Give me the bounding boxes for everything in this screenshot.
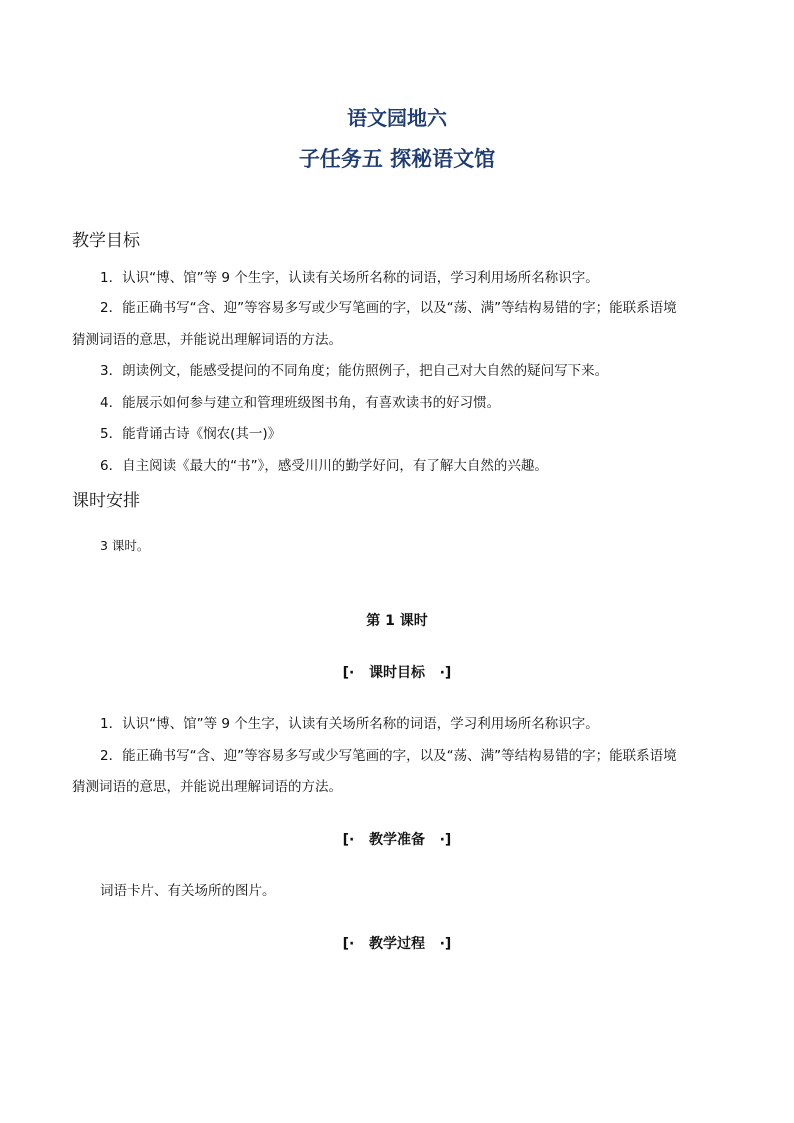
prep-heading: [· 教学准备 ·] xyxy=(342,832,452,848)
lesson-title: 第 1 课时 xyxy=(366,613,428,629)
lesson-goal-item-2-continued: 猜测词语的意思，并能说出理解词语的方法。 xyxy=(72,779,342,795)
schedule-heading: 课时安排 xyxy=(72,491,140,511)
goal-item-5: 5．能背诵古诗《悯农(其一)》 xyxy=(100,426,282,442)
document-title: 语文园地六 xyxy=(347,106,447,130)
goal-item-1: 1．认识“博、馆”等 9 个生字，认读有关场所名称的词语，学习利用场所名称识字。 xyxy=(100,270,599,286)
schedule-text: 3 课时。 xyxy=(100,538,150,553)
goal-item-2: 2．能正确书写“含、迎”等容易多写或少写笔画的字，以及“荡、满”等结构易错的字；能联系语境 xyxy=(100,300,677,316)
goal-item-2-continued: 猜测词语的意思，并能说出理解词语的方法。 xyxy=(72,332,342,348)
goal-item-3: 3．朗读例文，能感受提问的不同角度；能仿照例子，把自己对大自然的疑问写下来。 xyxy=(100,363,609,379)
lesson-goal-item-2: 2．能正确书写“含、迎”等容易多写或少写笔画的字，以及“荡、满”等结构易错的字；能联系语境 xyxy=(100,748,677,764)
lesson-goals-heading: [· 课时目标 ·] xyxy=(342,665,452,681)
lesson-goal-item-1: 1．认识“博、馆”等 9 个生字，认读有关场所名称的词语，学习利用场所名称识字。 xyxy=(100,716,599,732)
goal-item-4: 4．能展示如何参与建立和管理班级图书角，有喜欢读书的好习惯。 xyxy=(100,395,501,411)
prep-text: 词语卡片、有关场所的图片。 xyxy=(100,883,276,899)
process-heading: [· 教学过程 ·] xyxy=(342,936,452,952)
document-subtitle: 子任务五 探秘语文馆 xyxy=(298,146,496,171)
teaching-goals-heading: 教学目标 xyxy=(72,231,140,251)
goal-item-6: 6．自主阅读《最大的“书”》，感受川川的勤学好问，有了解大自然的兴趣。 xyxy=(100,458,548,474)
